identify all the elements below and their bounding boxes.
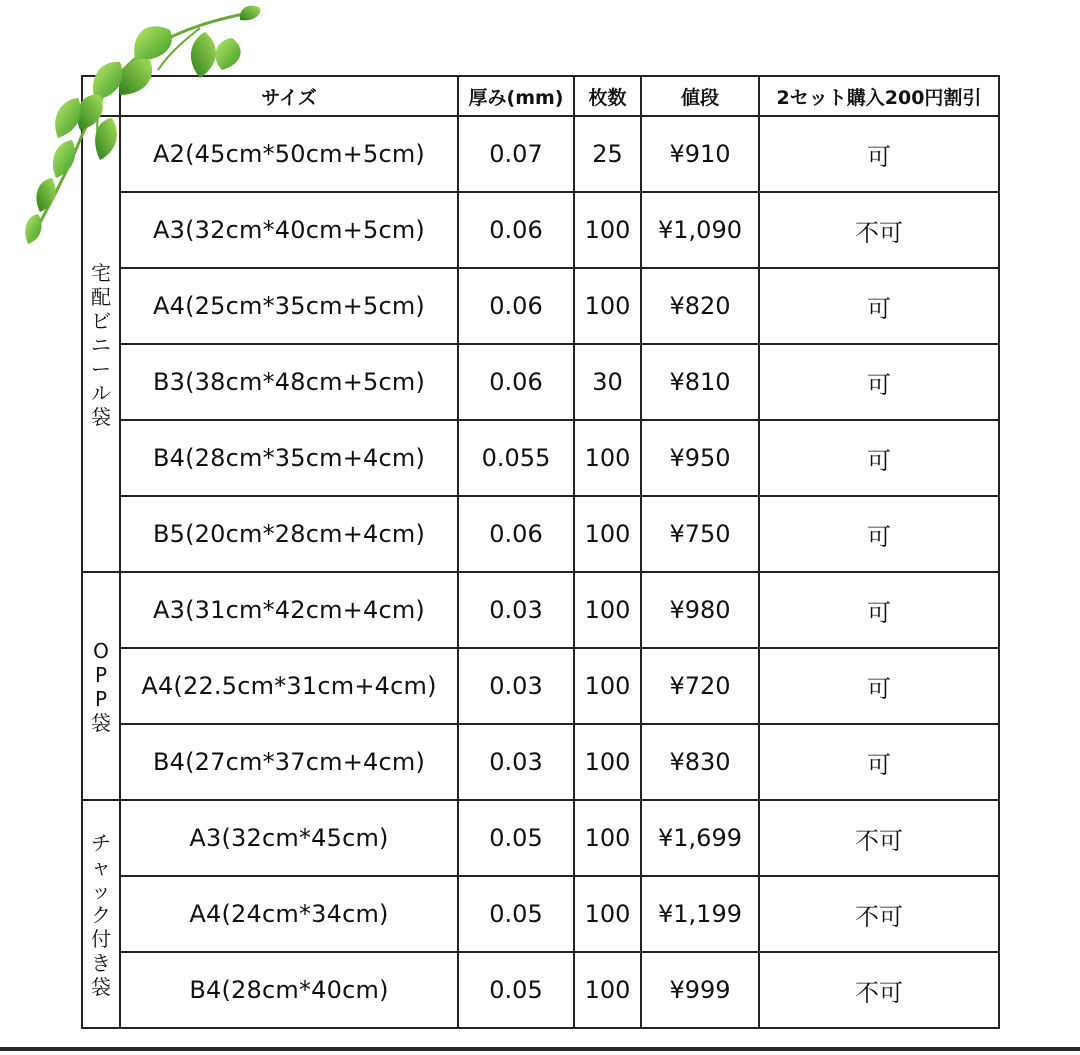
thickness-cell: 0.07 (458, 116, 574, 192)
table-row (82, 192, 999, 268)
discount-cell: 不可 (759, 192, 999, 268)
count-cell: 30 (574, 344, 641, 420)
table-row (82, 344, 999, 420)
discount-cell: 可 (759, 344, 999, 420)
discount-cell: 不可 (759, 952, 999, 1028)
count-cell: 100 (574, 420, 641, 496)
size-cell: A4(25cm*35cm+5cm) (120, 268, 458, 344)
table-row (82, 876, 999, 952)
discount-cell: 可 (759, 724, 999, 800)
discount-cell: 可 (759, 572, 999, 648)
price-cell: ¥1,699 (641, 800, 759, 876)
price-cell: ¥999 (641, 952, 759, 1028)
count-cell: 100 (574, 192, 641, 268)
discount-cell: 可 (759, 496, 999, 572)
size-cell: B3(38cm*48cm+5cm) (120, 344, 458, 420)
thickness-cell: 0.05 (458, 952, 574, 1028)
size-cell: A2(45cm*50cm+5cm) (120, 116, 458, 192)
discount-cell: 可 (759, 648, 999, 724)
discount-cell: 不可 (759, 800, 999, 876)
count-cell: 100 (574, 724, 641, 800)
table-row (82, 724, 999, 800)
thickness-cell: 0.06 (458, 344, 574, 420)
price-cell: ¥1,199 (641, 876, 759, 952)
table-row (82, 268, 999, 344)
header-row (82, 76, 999, 116)
category-label: OPP袋 (91, 639, 111, 735)
thickness-cell: 0.06 (458, 496, 574, 572)
thickness-cell: 0.05 (458, 800, 574, 876)
discount-cell: 可 (759, 268, 999, 344)
price-cell: ¥1,090 (641, 192, 759, 268)
discount-cell: 可 (759, 116, 999, 192)
category-label: チャック付き袋 (91, 831, 111, 999)
thickness-cell: 0.06 (458, 268, 574, 344)
discount-header: 2セット購入200円割引 (759, 76, 999, 116)
table-row (82, 648, 999, 724)
count-header: 枚数 (574, 76, 641, 116)
size-header: サイズ (120, 76, 458, 116)
count-cell: 100 (574, 572, 641, 648)
size-cell: A4(24cm*34cm) (120, 876, 458, 952)
price-cell: ¥910 (641, 116, 759, 192)
count-cell: 100 (574, 648, 641, 724)
count-cell: 100 (574, 952, 641, 1028)
category-cell (82, 116, 120, 572)
category-header (82, 76, 120, 116)
size-cell: B4(28cm*40cm) (120, 952, 458, 1028)
category-label: 宅配ビニール袋 (91, 261, 111, 429)
count-cell: 100 (574, 268, 641, 344)
category-cell (82, 572, 120, 800)
table-row (82, 420, 999, 496)
count-cell: 100 (574, 876, 641, 952)
thickness-cell: 0.03 (458, 724, 574, 800)
table-row (82, 572, 999, 648)
table-row (82, 800, 999, 876)
size-cell: B5(20cm*28cm+4cm) (120, 496, 458, 572)
price-cell: ¥830 (641, 724, 759, 800)
thickness-cell: 0.055 (458, 420, 574, 496)
thickness-header: 厚み(mm) (458, 76, 574, 116)
size-cell: A3(31cm*42cm+4cm) (120, 572, 458, 648)
thickness-cell: 0.03 (458, 572, 574, 648)
price-table (81, 75, 1000, 1029)
table-row (82, 496, 999, 572)
thickness-cell: 0.05 (458, 876, 574, 952)
count-cell: 100 (574, 496, 641, 572)
price-cell: ¥950 (641, 420, 759, 496)
size-cell: A3(32cm*40cm+5cm) (120, 192, 458, 268)
price-cell: ¥980 (641, 572, 759, 648)
price-cell: ¥750 (641, 496, 759, 572)
size-cell: A3(32cm*45cm) (120, 800, 458, 876)
count-cell: 25 (574, 116, 641, 192)
price-cell: ¥820 (641, 268, 759, 344)
count-cell: 100 (574, 800, 641, 876)
table-row (82, 116, 999, 192)
table-row (82, 952, 999, 1028)
price-cell: ¥810 (641, 344, 759, 420)
price-header: 値段 (641, 76, 759, 116)
size-cell: B4(28cm*35cm+4cm) (120, 420, 458, 496)
size-cell: B4(27cm*37cm+4cm) (120, 724, 458, 800)
price-cell: ¥720 (641, 648, 759, 724)
discount-cell: 可 (759, 420, 999, 496)
thickness-cell: 0.06 (458, 192, 574, 268)
discount-cell: 不可 (759, 876, 999, 952)
thickness-cell: 0.03 (458, 648, 574, 724)
bottom-divider (0, 1047, 1080, 1051)
category-cell (82, 800, 120, 1028)
size-cell: A4(22.5cm*31cm+4cm) (120, 648, 458, 724)
